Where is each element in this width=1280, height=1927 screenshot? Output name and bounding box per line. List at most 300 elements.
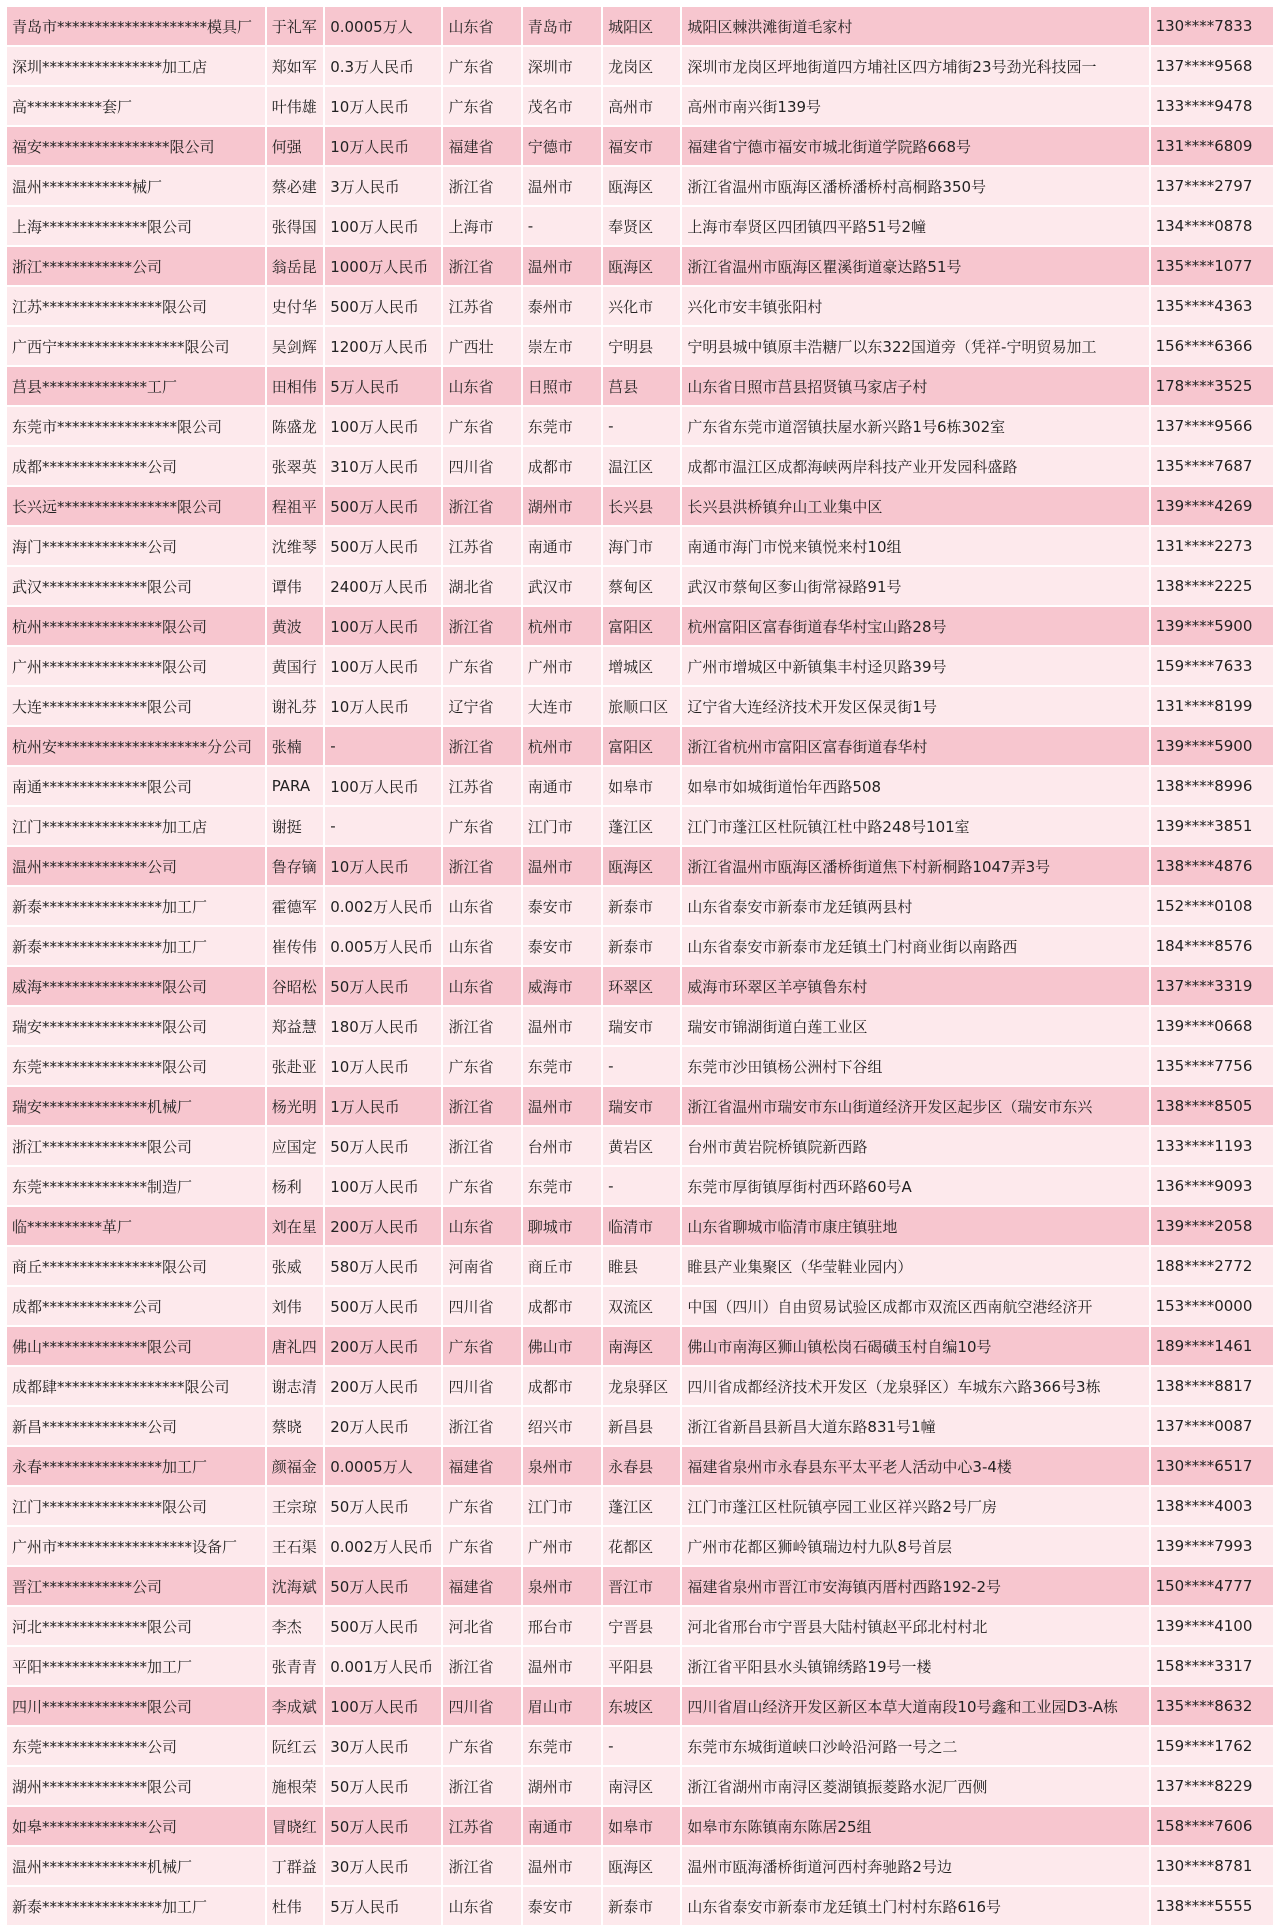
company-name-cell: 瑞安****************限公司 <box>6 1006 266 1046</box>
legal-person-cell: 史付华 <box>266 286 325 326</box>
province-cell: 河南省 <box>442 1246 521 1286</box>
legal-person-cell: 冒晓红 <box>266 1806 325 1846</box>
phone-cell: 130****7833 <box>1150 6 1274 46</box>
table-row <box>6 1166 1274 1206</box>
table-row <box>6 1406 1274 1446</box>
company-name-cell: 江门****************加工店 <box>6 806 266 846</box>
table-row <box>6 686 1274 726</box>
legal-person-cell: 程祖平 <box>266 486 325 526</box>
registered-capital-cell: 1000万人民币 <box>324 246 442 286</box>
table-row <box>6 1726 1274 1766</box>
address-cell: 城阳区棘洪滩街道毛家村 <box>681 6 1149 46</box>
district-cell: 瓯海区 <box>602 1846 681 1886</box>
company-name-cell: 温州**************机械厂 <box>6 1846 266 1886</box>
legal-person-cell: 杜伟 <box>266 1886 325 1926</box>
registered-capital-cell: 2400万人民币 <box>324 566 442 606</box>
legal-person-cell: 黄波 <box>266 606 325 646</box>
table-row <box>6 566 1274 606</box>
city-cell: 广州市 <box>522 646 602 686</box>
legal-person-cell: 陈盛龙 <box>266 406 325 446</box>
registered-capital-cell: 30万人民币 <box>324 1726 442 1766</box>
registered-capital-cell: 10万人民币 <box>324 686 442 726</box>
legal-person-cell: 张赴亚 <box>266 1046 325 1086</box>
table-row <box>6 1846 1274 1886</box>
company-name-cell: 杭州安********************分公司 <box>6 726 266 766</box>
legal-person-cell: 王石渠 <box>266 1526 325 1566</box>
company-name-cell: 东莞****************限公司 <box>6 1046 266 1086</box>
legal-person-cell: 李成斌 <box>266 1686 325 1726</box>
address-cell: 杭州富阳区富春街道春华村宝山路28号 <box>681 606 1149 646</box>
phone-cell: 159****1762 <box>1150 1726 1274 1766</box>
address-cell: 河北省邢台市宁晋县大陆村镇赵平邱北村村北 <box>681 1606 1149 1646</box>
registered-capital-cell: - <box>324 726 442 766</box>
legal-person-cell: 沈维琴 <box>266 526 325 566</box>
registered-capital-cell: 100万人民币 <box>324 1166 442 1206</box>
address-cell: 睢县产业集聚区（华莹鞋业园内） <box>681 1246 1149 1286</box>
address-cell: 山东省聊城市临清市康庄镇驻地 <box>681 1206 1149 1246</box>
address-cell: 浙江省湖州市南浔区菱湖镇振菱路水泥厂西侧 <box>681 1766 1149 1806</box>
table-row <box>6 1086 1274 1126</box>
phone-cell: 139****5900 <box>1150 606 1274 646</box>
city-cell: 台州市 <box>522 1126 602 1166</box>
table-row <box>6 806 1274 846</box>
registered-capital-cell: 50万人民币 <box>324 1126 442 1166</box>
city-cell: 广州市 <box>522 1526 602 1566</box>
address-cell: 佛山市南海区狮山镇松岗石碣磺玉村自编10号 <box>681 1326 1149 1366</box>
registered-capital-cell: 0.0005万人 <box>324 1446 442 1486</box>
company-name-cell: 四川**************限公司 <box>6 1686 266 1726</box>
registered-capital-cell: 500万人民币 <box>324 286 442 326</box>
district-cell: 福安市 <box>602 126 681 166</box>
phone-cell: 138****5555 <box>1150 1886 1274 1926</box>
legal-person-cell: 崔传伟 <box>266 926 325 966</box>
table-row <box>6 6 1274 46</box>
province-cell: 四川省 <box>442 446 521 486</box>
company-name-cell: 广州市******************设备厂 <box>6 1526 266 1566</box>
city-cell: 泰安市 <box>522 926 602 966</box>
phone-cell: 135****7756 <box>1150 1046 1274 1086</box>
city-cell: 温州市 <box>522 1006 602 1046</box>
company-name-cell: 武汉**************限公司 <box>6 566 266 606</box>
table-row <box>6 1766 1274 1806</box>
address-cell: 浙江省新昌县新昌大道东路831号1幢 <box>681 1406 1149 1446</box>
district-cell: - <box>602 1726 681 1766</box>
district-cell: 长兴县 <box>602 486 681 526</box>
district-cell: 双流区 <box>602 1286 681 1326</box>
phone-cell: 135****4363 <box>1150 286 1274 326</box>
province-cell: 广东省 <box>442 1166 521 1206</box>
registered-capital-cell: 200万人民币 <box>324 1206 442 1246</box>
phone-cell: 158****3317 <box>1150 1646 1274 1686</box>
city-cell: 江门市 <box>522 1486 602 1526</box>
phone-cell: 137****9566 <box>1150 406 1274 446</box>
phone-cell: 159****7633 <box>1150 646 1274 686</box>
province-cell: 辽宁省 <box>442 686 521 726</box>
address-cell: 四川省眉山经济开发区新区本草大道南段10号鑫和工业园D3-A栋 <box>681 1686 1149 1726</box>
legal-person-cell: 唐礼四 <box>266 1326 325 1366</box>
address-cell: 广东省东莞市道滘镇扶屋水新兴路1号6栋302室 <box>681 406 1149 446</box>
company-name-cell: 海门**************公司 <box>6 526 266 566</box>
address-cell: 高州市南兴街139号 <box>681 86 1149 126</box>
city-cell: 绍兴市 <box>522 1406 602 1446</box>
address-cell: 福建省宁德市福安市城北街道学院路668号 <box>681 126 1149 166</box>
address-cell: 福建省泉州市晋江市安海镇丙厝村西路192-2号 <box>681 1566 1149 1606</box>
table-row <box>6 486 1274 526</box>
phone-cell: 135****8632 <box>1150 1686 1274 1726</box>
address-cell: 浙江省温州市瓯海区潘桥街道焦下村新桐路1047弄3号 <box>681 846 1149 886</box>
district-cell: 新昌县 <box>602 1406 681 1446</box>
legal-person-cell: 张得国 <box>266 206 325 246</box>
table-row <box>6 1046 1274 1086</box>
district-cell: - <box>602 1046 681 1086</box>
legal-person-cell: 谭伟 <box>266 566 325 606</box>
phone-cell: 138****2225 <box>1150 566 1274 606</box>
registered-capital-cell: 5万人民币 <box>324 1886 442 1926</box>
city-cell: 温州市 <box>522 1086 602 1126</box>
province-cell: 广东省 <box>442 46 521 86</box>
district-cell: 新泰市 <box>602 1886 681 1926</box>
address-cell: 山东省泰安市新泰市龙廷镇土门村商业街以南路西 <box>681 926 1149 966</box>
address-cell: 浙江省温州市瓯海区潘桥潘桥村高桐路350号 <box>681 166 1149 206</box>
province-cell: 浙江省 <box>442 166 521 206</box>
company-name-cell: 深圳****************加工店 <box>6 46 266 86</box>
table-row <box>6 1126 1274 1166</box>
legal-person-cell: 郑益慧 <box>266 1006 325 1046</box>
company-name-cell: 温州**************公司 <box>6 846 266 886</box>
city-cell: 温州市 <box>522 846 602 886</box>
company-name-cell: 莒县**************工厂 <box>6 366 266 406</box>
table-row <box>6 406 1274 446</box>
district-cell: - <box>602 1166 681 1206</box>
registered-capital-cell: 500万人民币 <box>324 486 442 526</box>
table-row <box>6 1366 1274 1406</box>
company-name-cell: 新泰****************加工厂 <box>6 926 266 966</box>
table-row <box>6 1286 1274 1326</box>
province-cell: 福建省 <box>442 1566 521 1606</box>
district-cell: 睢县 <box>602 1246 681 1286</box>
table-row <box>6 646 1274 686</box>
phone-cell: 130****8781 <box>1150 1846 1274 1886</box>
address-cell: 广州市增城区中新镇集丰村迳贝路39号 <box>681 646 1149 686</box>
city-cell: 杭州市 <box>522 606 602 646</box>
company-name-cell: 临**********革厂 <box>6 1206 266 1246</box>
district-cell: 温江区 <box>602 446 681 486</box>
province-cell: 四川省 <box>442 1286 521 1326</box>
province-cell: 广东省 <box>442 1526 521 1566</box>
company-name-cell: 河北**************限公司 <box>6 1606 266 1646</box>
registered-capital-cell: 200万人民币 <box>324 1366 442 1406</box>
table-row <box>6 126 1274 166</box>
city-cell: 泉州市 <box>522 1446 602 1486</box>
city-cell: 东莞市 <box>522 1166 602 1206</box>
province-cell: 浙江省 <box>442 726 521 766</box>
address-cell: 宁明县城中镇原丰浩糖厂以东322国道旁（凭祥-宁明贸易加工 <box>681 326 1149 366</box>
province-cell: 江苏省 <box>442 286 521 326</box>
registered-capital-cell: 0.002万人民币 <box>324 1526 442 1566</box>
district-cell: - <box>602 406 681 446</box>
district-cell: 东坡区 <box>602 1686 681 1726</box>
phone-cell: 131****6809 <box>1150 126 1274 166</box>
city-cell: 东莞市 <box>522 1726 602 1766</box>
address-cell: 如皋市东陈镇南东陈居25组 <box>681 1806 1149 1846</box>
registered-capital-cell: 100万人民币 <box>324 606 442 646</box>
registered-capital-cell: 0.3万人民币 <box>324 46 442 86</box>
registered-capital-cell: 50万人民币 <box>324 1806 442 1846</box>
province-cell: 广东省 <box>442 1326 521 1366</box>
city-cell: 东莞市 <box>522 1046 602 1086</box>
registered-capital-cell: 10万人民币 <box>324 1046 442 1086</box>
table-row <box>6 1446 1274 1486</box>
province-cell: 浙江省 <box>442 1126 521 1166</box>
company-name-cell: 成都**************公司 <box>6 446 266 486</box>
company-name-cell: 东莞**************制造厂 <box>6 1166 266 1206</box>
province-cell: 江苏省 <box>442 1806 521 1846</box>
district-cell: 瑞安市 <box>602 1006 681 1046</box>
legal-person-cell: PARA <box>266 766 325 806</box>
district-cell: 新泰市 <box>602 926 681 966</box>
phone-cell: 158****7606 <box>1150 1806 1274 1846</box>
legal-person-cell: 翁岳昆 <box>266 246 325 286</box>
legal-person-cell: 施根荣 <box>266 1766 325 1806</box>
province-cell: 四川省 <box>442 1686 521 1726</box>
city-cell: 眉山市 <box>522 1686 602 1726</box>
district-cell: 花都区 <box>602 1526 681 1566</box>
district-cell: 增城区 <box>602 646 681 686</box>
province-cell: 福建省 <box>442 126 521 166</box>
company-name-cell: 温州************械厂 <box>6 166 266 206</box>
district-cell: 富阳区 <box>602 606 681 646</box>
registered-capital-cell: 50万人民币 <box>324 966 442 1006</box>
table-row <box>6 766 1274 806</box>
registered-capital-cell: 100万人民币 <box>324 646 442 686</box>
phone-cell: 130****6517 <box>1150 1446 1274 1486</box>
district-cell: 兴化市 <box>602 286 681 326</box>
city-cell: 温州市 <box>522 246 602 286</box>
phone-cell: 138****4876 <box>1150 846 1274 886</box>
table-row <box>6 326 1274 366</box>
district-cell: 如皋市 <box>602 766 681 806</box>
address-cell: 如皋市如城街道怡年西路508 <box>681 766 1149 806</box>
province-cell: 广东省 <box>442 1046 521 1086</box>
table-row <box>6 1646 1274 1686</box>
province-cell: 浙江省 <box>442 486 521 526</box>
city-cell: 大连市 <box>522 686 602 726</box>
legal-person-cell: 颜福金 <box>266 1446 325 1486</box>
phone-cell: 138****8996 <box>1150 766 1274 806</box>
table-row <box>6 1486 1274 1526</box>
company-name-cell: 新泰****************加工厂 <box>6 886 266 926</box>
city-cell: - <box>522 206 602 246</box>
phone-cell: 135****1077 <box>1150 246 1274 286</box>
registered-capital-cell: 0.002万人民币 <box>324 886 442 926</box>
district-cell: 城阳区 <box>602 6 681 46</box>
legal-person-cell: 刘在星 <box>266 1206 325 1246</box>
address-cell: 武汉市蔡甸区奓山街常禄路91号 <box>681 566 1149 606</box>
phone-cell: 137****2797 <box>1150 166 1274 206</box>
phone-cell: 139****3851 <box>1150 806 1274 846</box>
city-cell: 深圳市 <box>522 46 602 86</box>
registered-capital-cell: 580万人民币 <box>324 1246 442 1286</box>
province-cell: 浙江省 <box>442 1086 521 1126</box>
address-cell: 浙江省杭州市富阳区富春街道春华村 <box>681 726 1149 766</box>
company-name-cell: 东莞**************公司 <box>6 1726 266 1766</box>
address-cell: 深圳市龙岗区坪地街道四方埔社区四方埔街23号劲光科技园一 <box>681 46 1149 86</box>
city-cell: 江门市 <box>522 806 602 846</box>
phone-cell: 139****5900 <box>1150 726 1274 766</box>
province-cell: 广西壮 <box>442 326 521 366</box>
registered-capital-cell: 3万人民币 <box>324 166 442 206</box>
city-cell: 南通市 <box>522 766 602 806</box>
phone-cell: 189****1461 <box>1150 1326 1274 1366</box>
city-cell: 武汉市 <box>522 566 602 606</box>
address-cell: 中国（四川）自由贸易试验区成都市双流区西南航空港经济开 <box>681 1286 1149 1326</box>
legal-person-cell: 霍德军 <box>266 886 325 926</box>
registered-capital-cell: 1200万人民币 <box>324 326 442 366</box>
registered-capital-cell: 100万人民币 <box>324 406 442 446</box>
legal-person-cell: 杨利 <box>266 1166 325 1206</box>
table-row <box>6 846 1274 886</box>
address-cell: 东莞市沙田镇杨公洲村下谷组 <box>681 1046 1149 1086</box>
district-cell: 黄岩区 <box>602 1126 681 1166</box>
legal-person-cell: 谷昭松 <box>266 966 325 1006</box>
province-cell: 广东省 <box>442 1486 521 1526</box>
registered-capital-cell: 0.001万人民币 <box>324 1646 442 1686</box>
phone-cell: 139****0668 <box>1150 1006 1274 1046</box>
address-cell: 台州市黄岩院桥镇院新西路 <box>681 1126 1149 1166</box>
phone-cell: 133****1193 <box>1150 1126 1274 1166</box>
address-cell: 江门市蓬江区杜阮镇亭园工业区祥兴路2号厂房 <box>681 1486 1149 1526</box>
province-cell: 湖北省 <box>442 566 521 606</box>
city-cell: 温州市 <box>522 1646 602 1686</box>
registered-capital-cell: 200万人民币 <box>324 1326 442 1366</box>
company-name-cell: 大连**************限公司 <box>6 686 266 726</box>
registered-capital-cell: 500万人民币 <box>324 1286 442 1326</box>
legal-person-cell: 应国定 <box>266 1126 325 1166</box>
company-name-cell: 高**********套厂 <box>6 86 266 126</box>
company-name-cell: 江苏****************限公司 <box>6 286 266 326</box>
company-name-cell: 如皋**************公司 <box>6 1806 266 1846</box>
province-cell: 江苏省 <box>442 526 521 566</box>
province-cell: 浙江省 <box>442 1766 521 1806</box>
district-cell: 瓯海区 <box>602 846 681 886</box>
city-cell: 南通市 <box>522 1806 602 1846</box>
district-cell: 宁明县 <box>602 326 681 366</box>
registered-capital-cell: 180万人民币 <box>324 1006 442 1046</box>
company-name-cell: 商丘****************限公司 <box>6 1246 266 1286</box>
city-cell: 宁德市 <box>522 126 602 166</box>
company-name-cell: 长兴远****************限公司 <box>6 486 266 526</box>
company-name-cell: 佛山**************限公司 <box>6 1326 266 1366</box>
legal-person-cell: 谢挺 <box>266 806 325 846</box>
province-cell: 浙江省 <box>442 246 521 286</box>
legal-person-cell: 刘伟 <box>266 1286 325 1326</box>
district-cell: 莒县 <box>602 366 681 406</box>
legal-person-cell: 张威 <box>266 1246 325 1286</box>
phone-cell: 139****7993 <box>1150 1526 1274 1566</box>
district-cell: 平阳县 <box>602 1646 681 1686</box>
company-name-cell: 成都肆*****************限公司 <box>6 1366 266 1406</box>
address-cell: 浙江省平阳县水头镇锦绣路19号一楼 <box>681 1646 1149 1686</box>
registered-capital-cell: 10万人民币 <box>324 86 442 126</box>
address-cell: 东莞市厚街镇厚街村西环路60号A <box>681 1166 1149 1206</box>
registered-capital-cell: 100万人民币 <box>324 766 442 806</box>
district-cell: 高州市 <box>602 86 681 126</box>
table-row <box>6 1526 1274 1566</box>
company-name-cell: 广西宁*****************限公司 <box>6 326 266 366</box>
table-row <box>6 1806 1274 1846</box>
address-cell: 威海市环翠区羊亭镇鲁东村 <box>681 966 1149 1006</box>
company-table-container <box>5 5 1275 1927</box>
province-cell: 山东省 <box>442 1886 521 1926</box>
phone-cell: 152****0108 <box>1150 886 1274 926</box>
table-row <box>6 206 1274 246</box>
phone-cell: 137****0087 <box>1150 1406 1274 1446</box>
address-cell: 长兴县洪桥镇弁山工业集中区 <box>681 486 1149 526</box>
registered-capital-cell: 10万人民币 <box>324 126 442 166</box>
address-cell: 山东省日照市莒县招贤镇马家店子村 <box>681 366 1149 406</box>
registered-capital-cell: 50万人民币 <box>324 1766 442 1806</box>
company-name-cell: 上海**************限公司 <box>6 206 266 246</box>
city-cell: 湖州市 <box>522 1766 602 1806</box>
province-cell: 山东省 <box>442 366 521 406</box>
registered-capital-cell: 500万人民币 <box>324 526 442 566</box>
phone-cell: 188****2772 <box>1150 1246 1274 1286</box>
province-cell: 浙江省 <box>442 1846 521 1886</box>
company-name-cell: 新泰****************加工厂 <box>6 1886 266 1926</box>
phone-cell: 136****9093 <box>1150 1166 1274 1206</box>
table-row <box>6 246 1274 286</box>
district-cell: 如皋市 <box>602 1806 681 1846</box>
city-cell: 崇左市 <box>522 326 602 366</box>
company-name-cell: 南通**************限公司 <box>6 766 266 806</box>
legal-person-cell: 谢志清 <box>266 1366 325 1406</box>
district-cell: 海门市 <box>602 526 681 566</box>
table-row <box>6 1686 1274 1726</box>
city-cell: 成都市 <box>522 1366 602 1406</box>
province-cell: 四川省 <box>442 1366 521 1406</box>
legal-person-cell: 吴剑辉 <box>266 326 325 366</box>
table-row <box>6 1006 1274 1046</box>
province-cell: 广东省 <box>442 806 521 846</box>
phone-cell: 135****7687 <box>1150 446 1274 486</box>
registered-capital-cell: 50万人民币 <box>324 1486 442 1526</box>
registered-capital-cell: 50万人民币 <box>324 1566 442 1606</box>
city-cell: 温州市 <box>522 166 602 206</box>
address-cell: 瑞安市锦湖街道白莲工业区 <box>681 1006 1149 1046</box>
table-row <box>6 1246 1274 1286</box>
province-cell: 河北省 <box>442 1606 521 1646</box>
district-cell: 蔡甸区 <box>602 566 681 606</box>
legal-person-cell: 田相伟 <box>266 366 325 406</box>
phone-cell: 131****2273 <box>1150 526 1274 566</box>
district-cell: 瓯海区 <box>602 246 681 286</box>
address-cell: 辽宁省大连经济技术开发区保灵街1号 <box>681 686 1149 726</box>
company-name-cell: 永春****************加工厂 <box>6 1446 266 1486</box>
province-cell: 浙江省 <box>442 846 521 886</box>
table-row <box>6 1886 1274 1926</box>
city-cell: 成都市 <box>522 446 602 486</box>
phone-cell: 131****8199 <box>1150 686 1274 726</box>
legal-person-cell: 李杰 <box>266 1606 325 1646</box>
phone-cell: 138****4003 <box>1150 1486 1274 1526</box>
address-cell: 浙江省温州市瓯海区瞿溪街道豪达路51号 <box>681 246 1149 286</box>
province-cell: 广东省 <box>442 646 521 686</box>
legal-person-cell: 蔡必建 <box>266 166 325 206</box>
province-cell: 浙江省 <box>442 606 521 646</box>
legal-person-cell: 王宗琼 <box>266 1486 325 1526</box>
phone-cell: 139****4269 <box>1150 486 1274 526</box>
district-cell: 临清市 <box>602 1206 681 1246</box>
